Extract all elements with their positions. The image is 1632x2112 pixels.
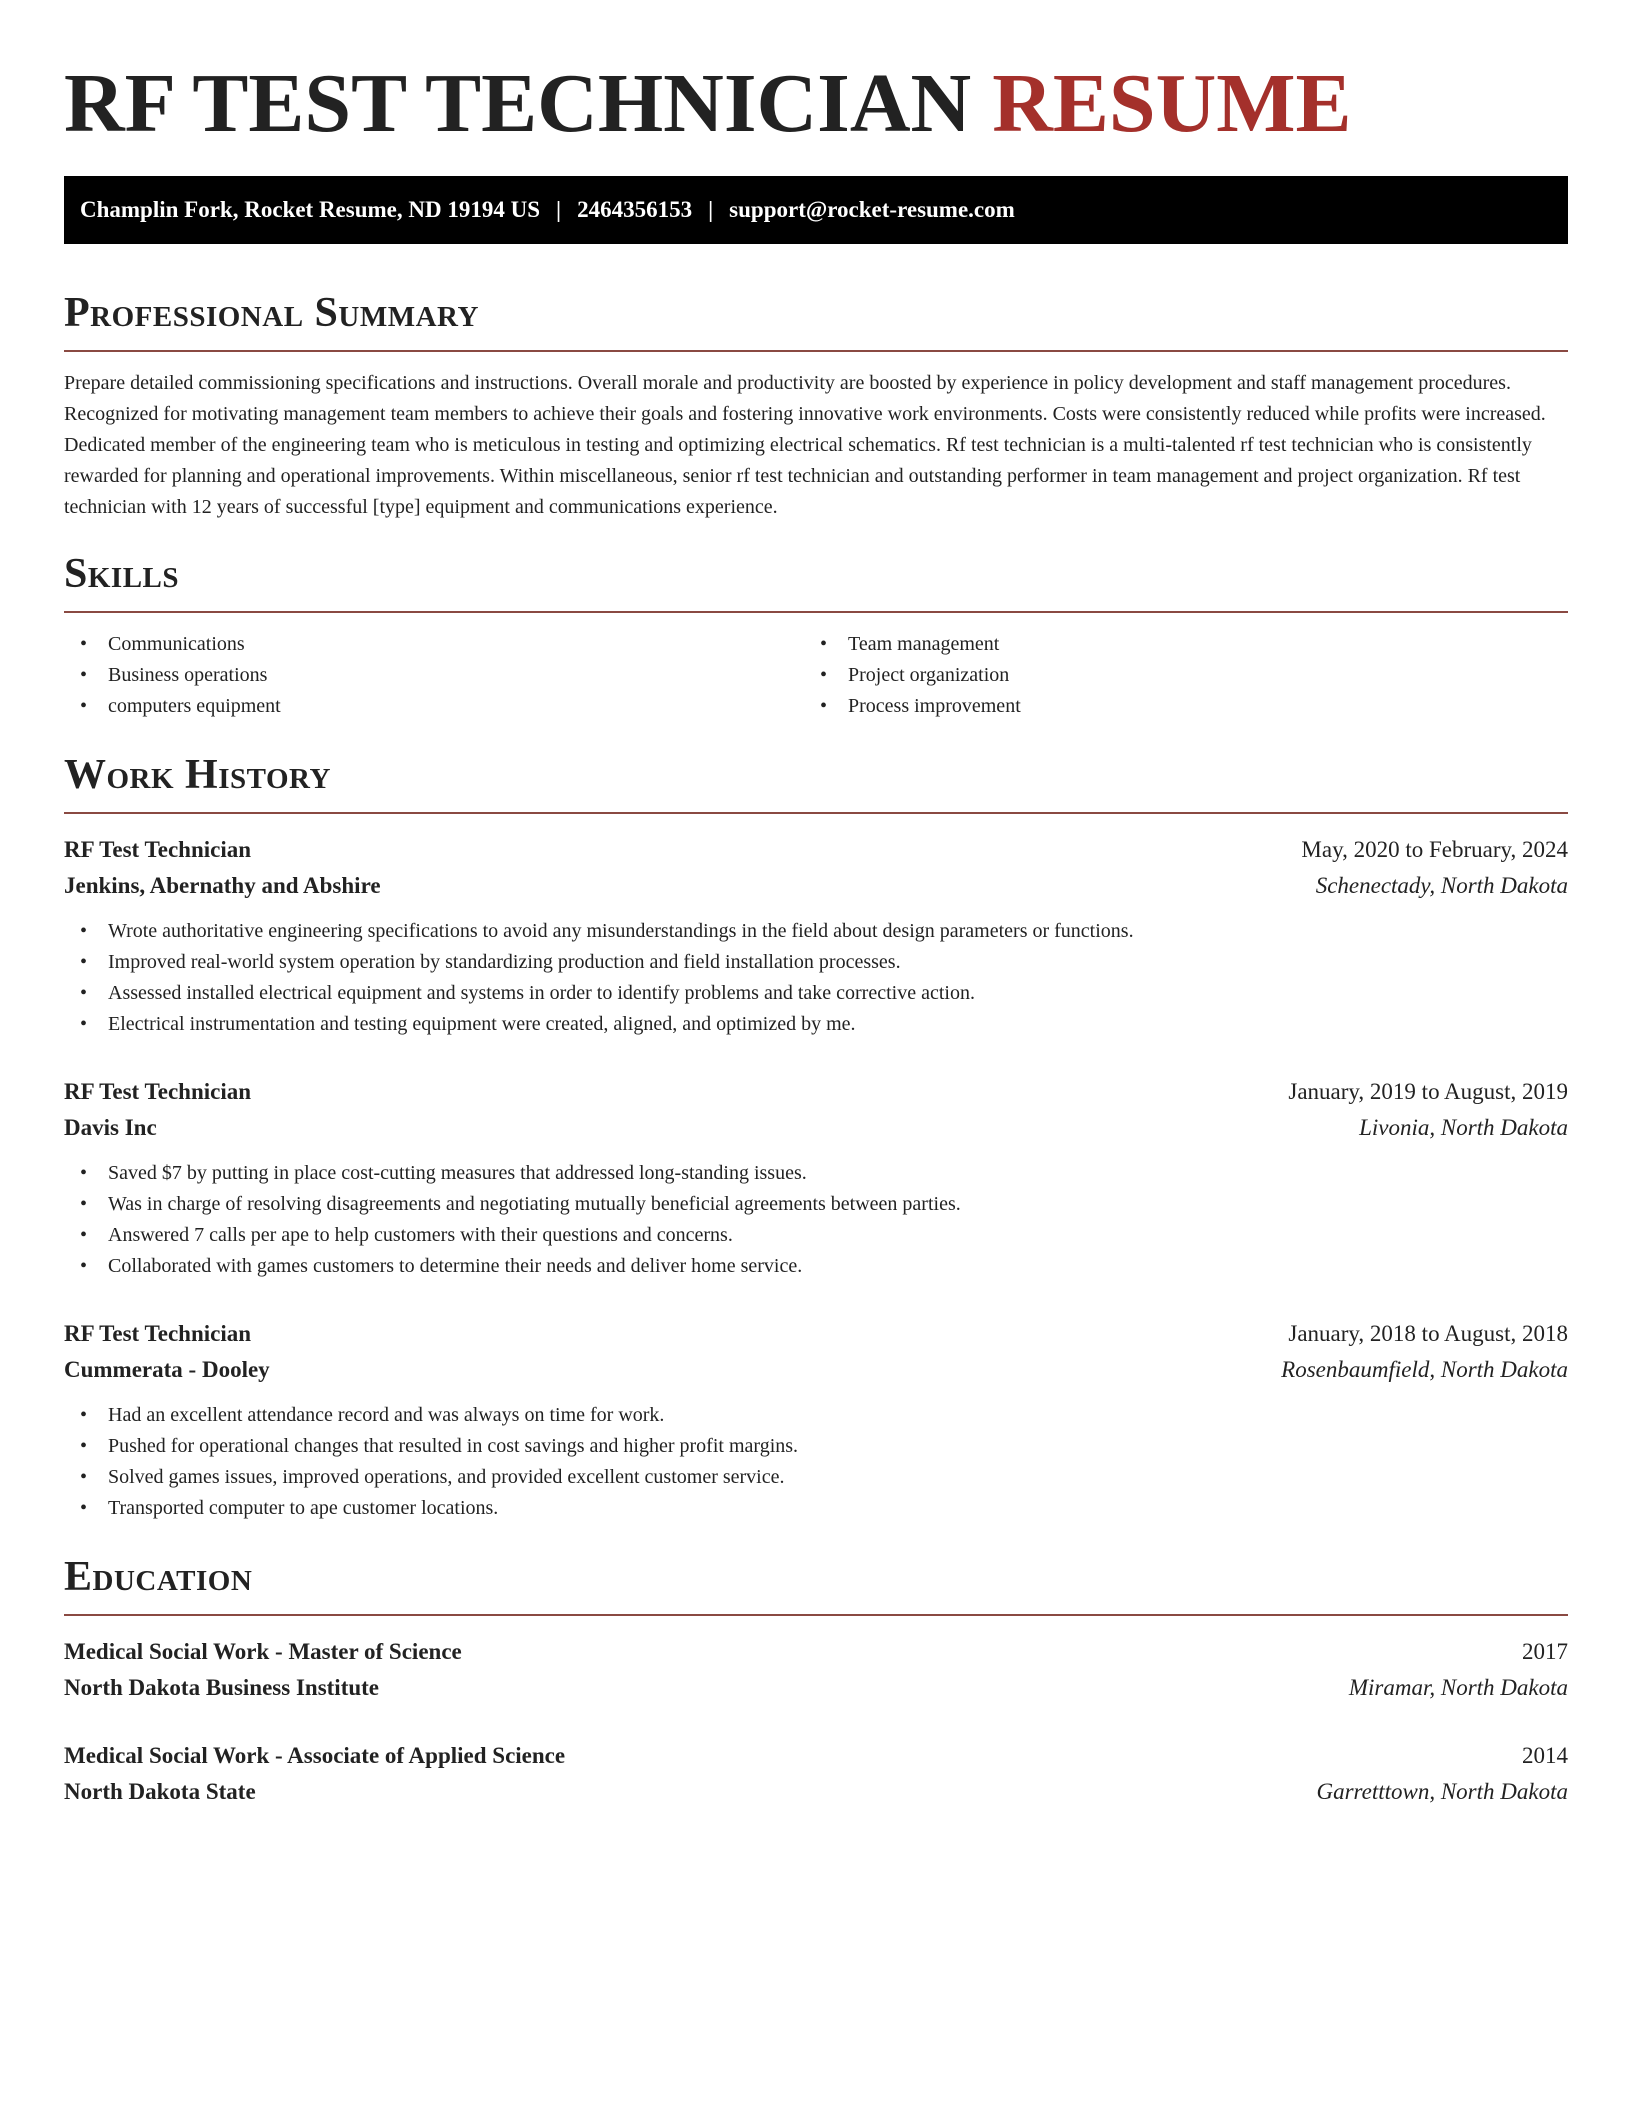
- title-main: RF TEST TECHNICIAN: [64, 57, 972, 150]
- job-bullets: [64, 916, 1568, 1040]
- job-company: Davis Inc: [64, 1115, 157, 1140]
- education-degree: Medical Social Work - Associate of Applied Science: [64, 1743, 566, 1768]
- work-history-heading: Work History: [64, 752, 331, 798]
- job-title: RF Test Technician: [64, 837, 252, 862]
- skills-heading: Skills: [64, 551, 180, 597]
- education-location: Garretttown, North Dakota: [1316, 1779, 1568, 1804]
- job-company: Cummerata - Dooley: [64, 1357, 270, 1382]
- job-entry: [64, 832, 1568, 1040]
- skills-grid: [64, 629, 1568, 722]
- job-bullet: • Assessed installed electrical equipment and systems in order to identify problems and take corrective action.: [64, 978, 1568, 1009]
- education-school: North Dakota Business Institute: [64, 1675, 380, 1700]
- skill-item: • Communications: [64, 629, 804, 660]
- job-bullet: • Answered 7 calls per ape to help customers with their questions and concerns.: [64, 1220, 1568, 1251]
- job-bullet: • Electrical instrumentation and testing equipment were created, aligned, and optimized by me.: [64, 1009, 1568, 1040]
- job-bullet: • Improved real-world system operation by standardizing production and field installation processes.: [64, 947, 1568, 978]
- education-year: 2017: [1522, 1639, 1568, 1664]
- skills-column-left: [64, 629, 804, 722]
- education-degree-row: [64, 1634, 1568, 1670]
- section-divider: [64, 350, 1568, 352]
- job-company-row: [64, 868, 1568, 904]
- skill-item: • Process improvement: [804, 691, 1544, 722]
- job-company-row: [64, 1352, 1568, 1388]
- skill-item: • Business operations: [64, 660, 804, 691]
- resume-title: [64, 0, 1568, 152]
- job-bullet: • Saved $7 by putting in place cost-cutting measures that addressed long-standing issues.: [64, 1158, 1568, 1189]
- job-dates: January, 2019 to August, 2019: [1288, 1079, 1568, 1104]
- job-dates: May, 2020 to February, 2024: [1301, 837, 1568, 862]
- job-bullet: • Pushed for operational changes that resulted in cost savings and higher profit margins.: [64, 1431, 1568, 1462]
- job-title-row: [64, 1316, 1568, 1352]
- resume-page: [64, 0, 1568, 1810]
- skill-item: • Team management: [804, 629, 1544, 660]
- job-company-row: [64, 1110, 1568, 1146]
- job-bullet: • Wrote authoritative engineering specifications to avoid any misunderstandings in the field about design parameters or functions.: [64, 916, 1568, 947]
- job-title: RF Test Technician: [64, 1079, 252, 1104]
- job-bullet: • Transported computer to ape customer locations.: [64, 1493, 1568, 1524]
- education-school: North Dakota State: [64, 1779, 256, 1804]
- job-location: Livonia, North Dakota: [1359, 1115, 1568, 1140]
- contact-bar: [64, 176, 1568, 244]
- section-divider: [64, 812, 1568, 814]
- contact-address: Champlin Fork, Rocket Resume, ND 19194 US: [80, 197, 540, 222]
- job-bullet: • Solved games issues, improved operations, and provided excellent customer service.: [64, 1462, 1568, 1493]
- job-location: Schenectady, North Dakota: [1315, 873, 1568, 898]
- contact-separator: |: [708, 197, 714, 222]
- job-dates: January, 2018 to August, 2018: [1288, 1321, 1568, 1346]
- job-entry: [64, 1074, 1568, 1282]
- skill-item: • computers equipment: [64, 691, 804, 722]
- education-heading: Education: [64, 1554, 253, 1600]
- section-divider: [64, 1614, 1568, 1616]
- summary-section: [64, 288, 1568, 523]
- job-title: RF Test Technician: [64, 1321, 252, 1346]
- job-entry: [64, 1316, 1568, 1524]
- job-bullet: • Collaborated with games customers to determine their needs and deliver home service.: [64, 1251, 1568, 1282]
- education-school-row: [64, 1774, 1568, 1810]
- job-bullet: • Had an excellent attendance record and was always on time for work.: [64, 1400, 1568, 1431]
- skill-item: • Project organization: [804, 660, 1544, 691]
- skills-section: [64, 549, 1568, 722]
- skills-column-right: [804, 629, 1544, 722]
- job-title-row: [64, 832, 1568, 868]
- contact-email: support@rocket-resume.com: [729, 197, 1015, 222]
- education-location: Miramar, North Dakota: [1348, 1675, 1568, 1700]
- job-bullets: [64, 1400, 1568, 1524]
- summary-text: Prepare detailed commissioning specifications and instructions. Overall morale and productivity are boosted by experience in policy development and staff management procedures. Recognized for motivating management team members to achieve their goals and fostering innovative work environments. Costs were consistently reduced while profits were increased. Dedicated member of the engineering team who is meticulous in testing and optimizing electrical schematics. Rf test technician is a multi-talented rf test technician who is consistently rewarded for planning and operational improvements. Within miscellaneous, senior rf test technician and outstanding performer in team management and project organization. Rf test technician with 12 years of successful [type] equipment and communications experience.: [64, 372, 1546, 518]
- contact-phone: 2464356153: [577, 197, 693, 222]
- job-location: Rosenbaumfield, North Dakota: [1281, 1357, 1568, 1382]
- title-accent: RESUME: [992, 57, 1352, 150]
- education-school-row: [64, 1670, 1568, 1706]
- job-title-row: [64, 1074, 1568, 1110]
- education-entry: [64, 1634, 1568, 1706]
- education-entry: [64, 1738, 1568, 1810]
- contact-separator: |: [556, 197, 562, 222]
- education-section: [64, 1552, 1568, 1810]
- job-bullet: • Was in charge of resolving disagreements and negotiating mutually beneficial agreements between parties.: [64, 1189, 1568, 1220]
- job-bullets: [64, 1158, 1568, 1282]
- summary-heading: Professional Summary: [64, 290, 479, 336]
- education-degree-row: [64, 1738, 1568, 1774]
- education-degree: Medical Social Work - Master of Science: [64, 1639, 462, 1664]
- job-company: Jenkins, Abernathy and Abshire: [64, 873, 381, 898]
- work-history-section: [64, 750, 1568, 1524]
- section-divider: [64, 611, 1568, 613]
- education-year: 2014: [1522, 1743, 1568, 1768]
